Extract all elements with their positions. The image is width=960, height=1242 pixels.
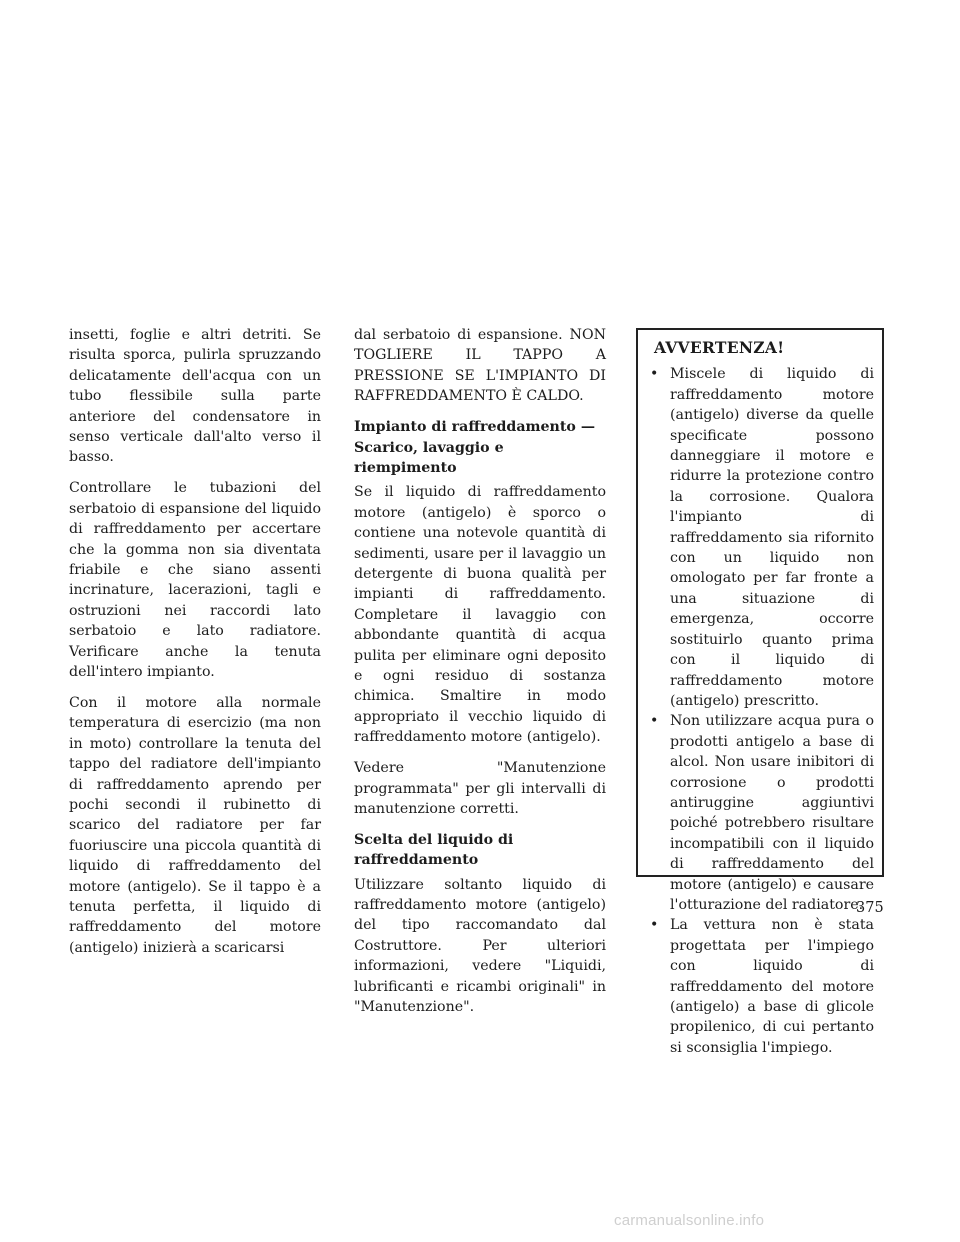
page-number: 375 bbox=[856, 900, 884, 916]
warning-item bbox=[648, 915, 874, 1058]
bullet-icon: • bbox=[650, 366, 659, 383]
paragraph-flushing: Se il liquido di raffreddamento motore (antigelo) è sporco o contiene una notevole quantità di sedimenti, usare per il lavaggio un detergente di buona qualità per impianti di raffreddamento. Completare il lavaggio con abbondante quantità di acqua pulita per eliminare ogni deposito e ogni residuo di sostanza chimica. Smaltire in modo appropriato il vecchio liquido di raffreddamento motore (antigelo). bbox=[354, 484, 606, 746]
section-heading-drain-flush-fill: Impianto di raffreddamento — Scarico, lavaggio e riempimento bbox=[354, 419, 596, 476]
warning-list bbox=[648, 364, 874, 1058]
text-column-middle bbox=[354, 325, 606, 1028]
warning-item bbox=[648, 364, 874, 711]
bullet-icon: • bbox=[650, 917, 659, 934]
paragraph-hose-inspection: Controllare le tubazioni del serbatoio di espansione del liquido di raffreddamento per accertare che la gomma non sia diventata friabile e che siano assenti incrinature, lacerazioni, tagli e ostruzioni nei raccordi lato serbatoio e lato radiatore. Verificare anche la tenuta dell'intero impianto. bbox=[69, 480, 321, 680]
section-heading-coolant-selection: Scelta del liquido di raffreddamento bbox=[354, 831, 514, 869]
paragraph-coolant-type: Utilizzare soltanto liquido di raffreddamento motore (antigelo) del tipo raccomandato dal Costruttore. Per ulteriori informazioni, vedere "Liquidi, lubrificanti e ricambi originali" in "Manutenzione". bbox=[354, 876, 606, 1016]
bullet-icon: • bbox=[650, 713, 659, 730]
paragraph-cap-seal-check: Con il motore alla normale temperatura di esercizio (ma non in moto) controllare la tenuta del tappo del radiatore dell'impianto di raffreddamento aprendo per pochi secondi il rubinetto di scarico del radiatore per far fuoriuscire una piccola quantità di liquido di raffreddamento del motore (antigelo). Se il tappo è a tenuta perfetta, il liquido di raffreddamento del motore (antigelo) inizierà a scaricarsi bbox=[69, 694, 321, 956]
warning-item-text: Non utilizzare acqua pura o prodotti antigelo a base di alcol. Non usare inibitori di corrosione o prodotti antiruggine aggiuntivi poiché potrebbero risultare incompatibili con il liquido di raffreddamento del motore (antigelo) e causare l'otturazione del radiatore. bbox=[670, 713, 874, 913]
paragraph-condenser-cleaning: insetti, foglie e altri detriti. Se risulta sporca, pulirla spruzzando delicatamente dell'acqua con un tubo flessibile sulla parte anteriore del condensatore in senso verticale dall'alto verso il basso. bbox=[69, 327, 321, 466]
warning-item-text: La vettura non è stata progettata per l'impiego con liquido di raffreddamento del motore (antigelo) a base di glicole propilenico, di cui pertanto si sconsiglia l'impiego. bbox=[670, 917, 874, 1056]
warning-title: AVVERTENZA! bbox=[654, 338, 785, 357]
text-column-left bbox=[69, 325, 321, 969]
watermark-text: carmanualsonline.info bbox=[614, 1212, 765, 1229]
warning-item-text: Miscele di liquido di raffreddamento motore (antigelo) diverse da quelle specificate possono danneggiare il motore e ridurre la protezione contro la corrosione. Qualora l'impianto di raffreddamento sia rifornito con un liquido non omologato per far fronte a una situazione di emergenza, occorre sostituirlo quanto prima con il liquido di raffreddamento motore (antigelo) prescritto. bbox=[670, 366, 874, 709]
paragraph-continuation: dal serbatoio di espansione. NON TOGLIERE IL TAPPO A PRESSIONE SE L'IMPIANTO DI RAFFREDDAMENTO È CALDO. bbox=[354, 327, 606, 405]
paragraph-maintenance-reference: Vedere "Manutenzione programmata" per gli intervalli di manutenzione corretti. bbox=[354, 760, 606, 817]
warning-item bbox=[648, 711, 874, 915]
